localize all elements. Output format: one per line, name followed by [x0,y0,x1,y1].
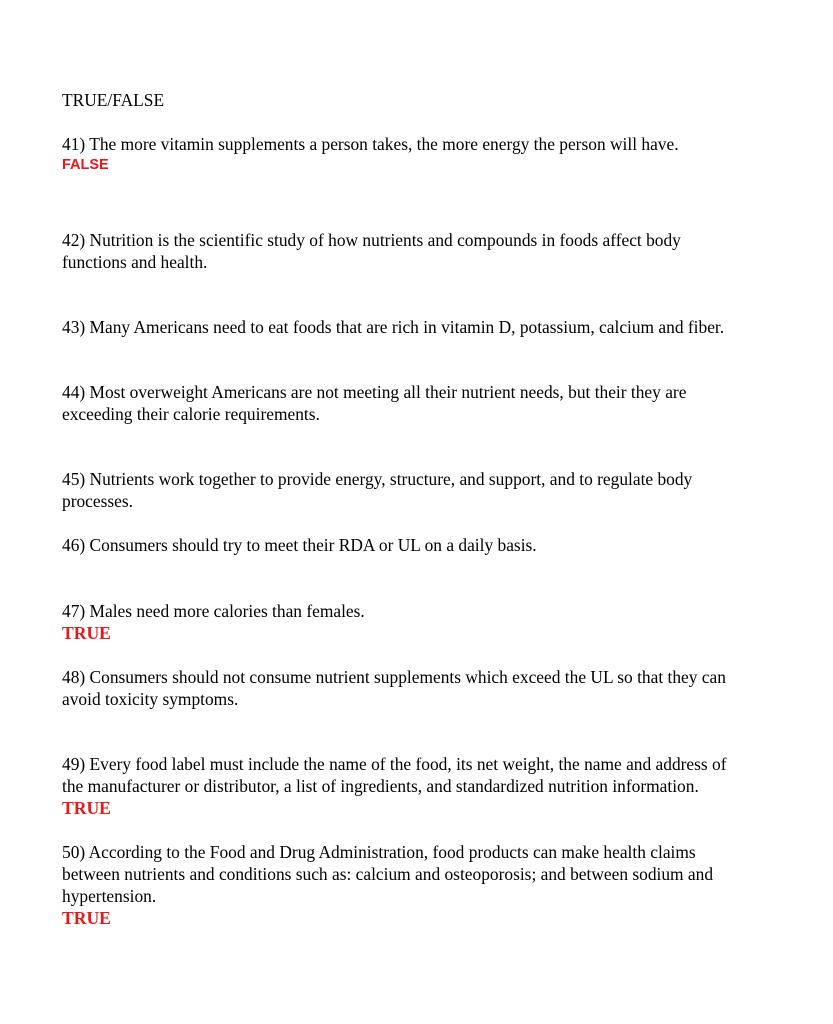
question-45-line-1: 45) Nutrients work together to provide energy, structure, and support, and to regulate body [62,469,693,489]
question-41-answer: FALSE [62,157,109,173]
question-45-line-2: processes. [62,491,133,511]
question-44-line-2: exceeding their calorie requirements. [62,404,320,424]
question-48-line-1: 48) Consumers should not consume nutrient supplements which exceed the UL so that they can [62,667,726,687]
question-49-line-1: 49) Every food label must include the name of the food, its net weight, the name and address of [62,754,727,774]
question-50-answer: TRUE [62,908,111,928]
question-44-line-1: 44) Most overweight Americans are not meeting all their nutrient needs, but their they are [62,382,687,402]
question-47-answer: TRUE [62,623,111,643]
question-42-line-2: functions and health. [62,252,208,272]
question-41-line-1: 41) The more vitamin supplements a person takes, the more energy the person will have. [62,134,679,154]
question-46-line-1: 46) Consumers should try to meet their RDA or UL on a daily basis. [62,535,537,555]
question-43-line-1: 43) Many Americans need to eat foods that are rich in vitamin D, potassium, calcium and fiber. [62,317,725,337]
question-49-answer: TRUE [62,798,111,818]
question-50-line-3: hypertension. [62,886,157,906]
question-50-line-1: 50) According to the Food and Drug Administration, food products can make health claims [62,842,696,862]
question-47-line-1: 47) Males need more calories than females. [62,601,365,621]
section-heading: TRUE/FALSE [62,90,165,110]
question-48-line-2: avoid toxicity symptoms. [62,689,239,709]
question-50-line-2: between nutrients and conditions such as: calcium and osteoporosis; and between sodium and [62,864,714,884]
question-42-line-1: 42) Nutrition is the scientific study of how nutrients and compounds in foods affect body [62,230,681,250]
question-49-line-2: the manufacturer or distributor, a list of ingredients, and standardized nutrition information. [62,776,699,796]
